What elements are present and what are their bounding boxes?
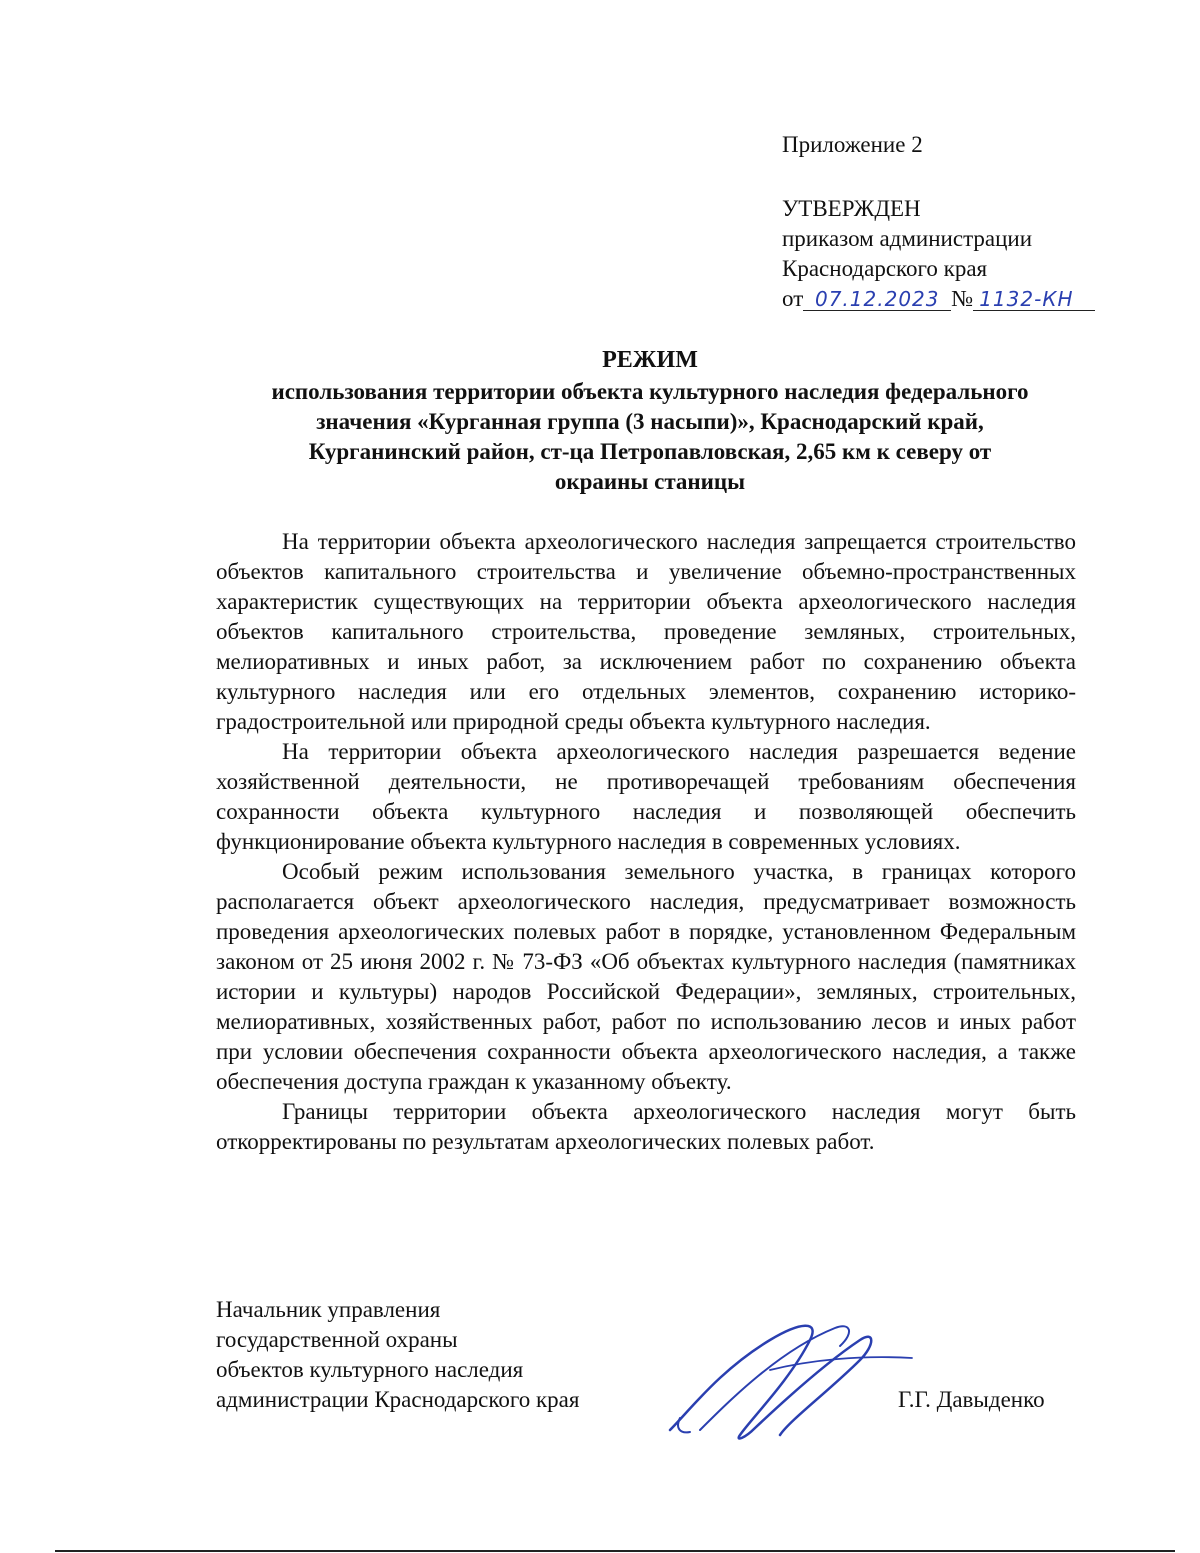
scan-edge-line [55,1550,1175,1552]
approval-block [782,130,1095,314]
title-main: РЕЖИМ [602,347,698,373]
handwritten-date: 07.12.2023 [803,288,951,311]
paragraph: На территории объекта археологического наследия запрещается строительство объектов капитального строительства и увеличение объемно-пространственных характеристик существующих на территории объекта археологического наследия объектов капитального строительства, проведение земляных, строительных, мелиоративных и иных работ, за исключением работ по сохранению объекта культурного наследия или его отдельных элементов, сохранению историко-градостроительной или природной среды объекта культурного наследия. [216,529,1076,734]
approved-label: УТВЕРЖДЕН [782,196,921,221]
approval-region-line: Краснодарского края [782,256,988,281]
title-line: Курганинский район, ст-ца Петропавловская, 2,65 км к северу от [308,439,992,464]
signer-position [216,1295,579,1415]
signer-line: государственной охраны [216,1327,458,1352]
number-label: № [951,286,974,311]
title-line: использования территории объекта культурного наследия федерального [271,379,1029,404]
appendix-label: Приложение 2 [782,132,923,157]
signer-line: администрации Краснодарского края [216,1387,580,1412]
document-body [216,527,1076,1157]
signature-icon [660,1310,920,1450]
signer-line: объектов культурного наследия [216,1357,524,1382]
title-line: значения «Курганная группа (3 насыпи)», Краснодарский край, [316,409,984,434]
signer-name: Г.Г. Давыденко [898,1387,1045,1412]
handwritten-number: 1132-КН [973,288,1095,311]
signer-line: Начальник управления [216,1297,441,1322]
approval-order-line: приказом администрации [782,226,1033,251]
document-title [210,345,1090,497]
paragraph: На территории объекта археологического наследия разрешается ведение хозяйственной деятельности, не противоречащей требованиям обеспечения сохранности объекта культурного наследия и позволяющей обеспечить функционирование объекта культурного наследия в современных условиях. [216,739,1076,854]
from-label: от [782,286,804,311]
approval-date-line [782,286,1095,311]
paragraph: Границы территории объекта археологического наследия могут быть откорректированы по результатам археологических полевых работ. [216,1099,1076,1154]
paragraph: Особый режим использования земельного участка, в границах которого располагается объект археологического наследия, предусматривает возможность проведения археологических полевых работ в порядке, установленном Федеральным законом от 25 июня 2002 г. № 73-ФЗ «Об объектах культурного наследия (памятниках истории и культуры) народов Российской Федерации», земляных, строительных, мелиоративных, хозяйственных работ, работ по использованию лесов и иных работ при условии обеспечения сохранности объекта археологического наследия, а также обеспечения доступа граждан к указанному объекту. [216,859,1076,1094]
title-line: окраины станицы [554,469,746,494]
